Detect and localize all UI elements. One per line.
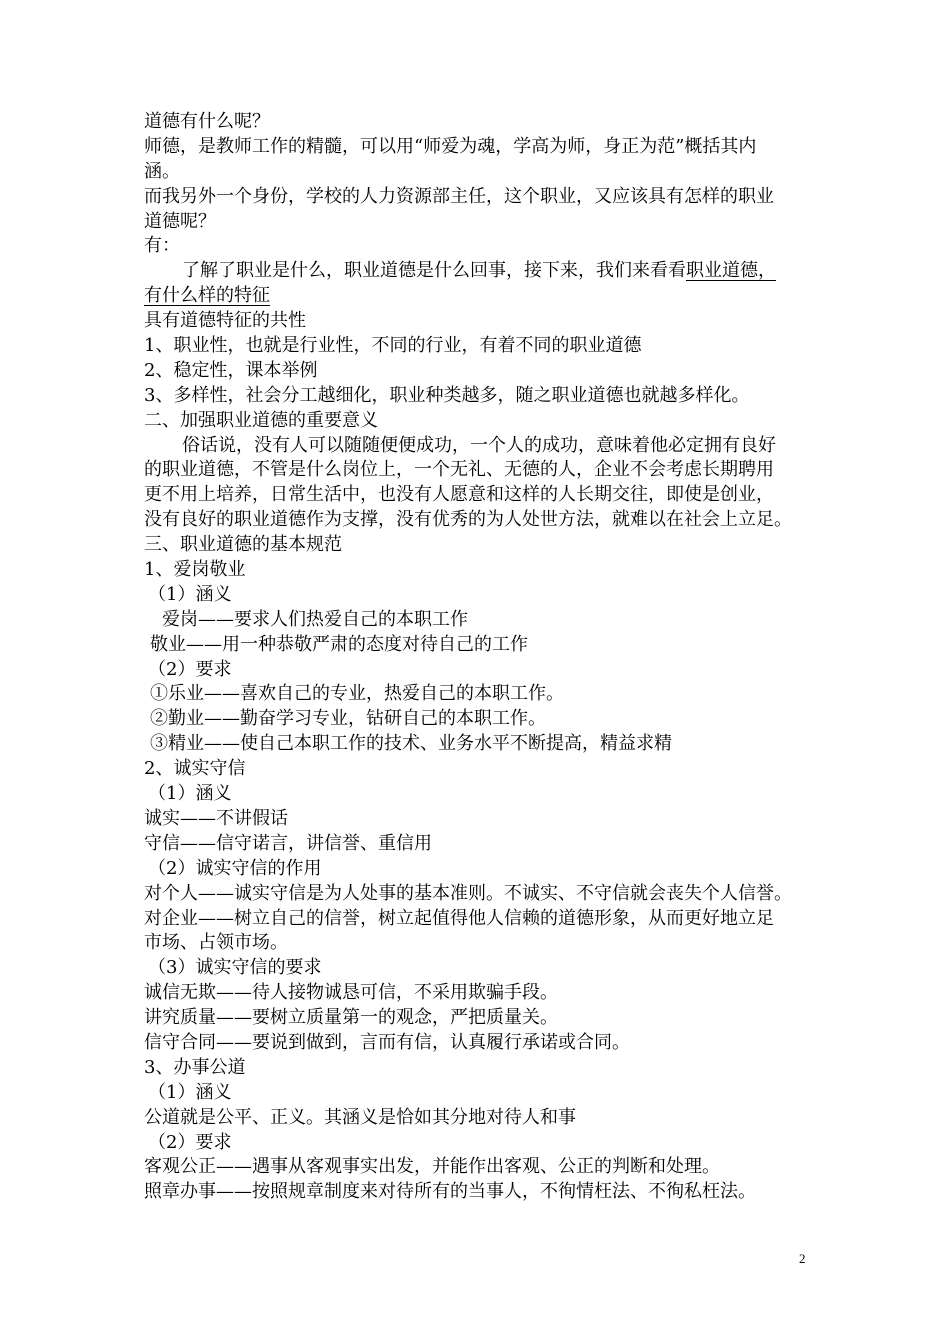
text-line: 诚信无欺——待人接物诚恳可信，不采用欺骗手段。	[144, 982, 558, 1004]
text-line: （2）要求	[148, 658, 232, 680]
text-line: 守信——信守诺言，讲信誉、重信用	[144, 832, 432, 854]
underlined-text: 有什么样的特征	[144, 285, 270, 307]
text-line: 师德，是教师工作的精髓，可以用“师爱为魂，学高为师，身正为范”概括其内	[144, 135, 757, 157]
text-line: 公道就是公平、正义。其涵义是恰如其分地对待人和事	[144, 1106, 576, 1128]
text-line: 1、爱岗敬业	[144, 559, 246, 581]
text-line: （2）要求	[148, 1131, 232, 1153]
text-line: 客观公正——遇事从客观事实出发，并能作出客观、公正的判断和处理。	[144, 1156, 720, 1178]
text-line: 1、职业性，也就是行业性，不同的行业，有着不同的职业道德	[144, 335, 642, 357]
text-line: （1）涵义	[148, 1081, 232, 1103]
text-line: 没有良好的职业道德作为支撑，没有优秀的为人处世方法，就难以在社会上立足。	[144, 509, 792, 531]
text-line: 2、稳定性，课本举例	[144, 359, 318, 381]
text-line: 3、多样性，社会分工越细化，职业种类越多，随之职业道德也就越多样化。	[144, 384, 750, 406]
text-line: 照章办事——按照规章制度来对待所有的当事人，不徇情枉法、不徇私枉法。	[144, 1181, 756, 1203]
text-line: 信守合同——要说到做到，言而有信，认真履行承诺或合同。	[144, 1031, 630, 1053]
text-line: 对个人——诚实守信是为人处事的基本准则。不诚实、不守信就会丧失个人信誉。	[144, 882, 792, 904]
text-line: 俗话说，没有人可以随随便便成功，一个人的成功，意味着他必定拥有良好	[182, 434, 776, 456]
text-line: （2）诚实守信的作用	[148, 857, 322, 879]
text-line: 诚实——不讲假话	[144, 807, 288, 829]
text-line: 2、诚实守信	[144, 758, 246, 780]
text-line: 有：	[144, 235, 180, 257]
text-line: ③精业——使自己本职工作的技术、业务水平不断提高，精益求精	[150, 733, 672, 755]
text-line: 爱岗——要求人们热爱自己的本职工作	[162, 608, 468, 630]
text-line: 的职业道德，不管是什么岗位上，一个无礼、无德的人，企业不会考虑长期聘用	[144, 459, 774, 481]
text-line: ①乐业——喜欢自己的专业，热爱自己的本职工作。	[150, 683, 564, 705]
text-line: 对企业——树立自己的信誉，树立起值得他人信赖的道德形象，从而更好地立足	[144, 907, 774, 929]
text-line: 而我另外一个身份，学校的人力资源部主任，这个职业，又应该具有怎样的职业	[144, 185, 774, 207]
text-line: 涵。	[144, 160, 180, 182]
text-line: 讲究质量——要树立质量第一的观念，严把质量关。	[144, 1007, 558, 1029]
text-line: （1）涵义	[148, 583, 232, 605]
text-line: 更不用上培养，日常生活中，也没有人愿意和这样的人长期交往，即使是创业，	[144, 484, 774, 506]
text-line: （3）诚实守信的要求	[148, 957, 322, 979]
text-line	[144, 259, 814, 284]
text-line: 市场、占领市场。	[144, 932, 288, 954]
section-heading: 二、加强职业道德的重要意义	[144, 409, 378, 431]
text-line	[144, 284, 814, 309]
text-line: 敬业——用一种恭敬严肃的态度对待自己的工作	[150, 633, 528, 655]
underlined-text: 职业道德，	[686, 260, 776, 282]
document-body	[144, 110, 814, 1205]
section-heading: 三、职业道德的基本规范	[144, 534, 342, 556]
text-line: ②勤业——勤奋学习专业，钻研自己的本职工作。	[150, 708, 546, 730]
text-line: 具有道德特征的共性	[144, 310, 306, 332]
text-line: 3、办事公道	[144, 1056, 246, 1078]
text-span: 了解了职业是什么，职业道德是什么回事，接下来，我们来看看	[182, 260, 686, 282]
text-line: （1）涵义	[148, 783, 232, 805]
page-number: 2	[799, 1251, 806, 1266]
text-line: 道德有什么呢？	[144, 111, 270, 132]
text-line: 道德呢？	[144, 210, 216, 232]
